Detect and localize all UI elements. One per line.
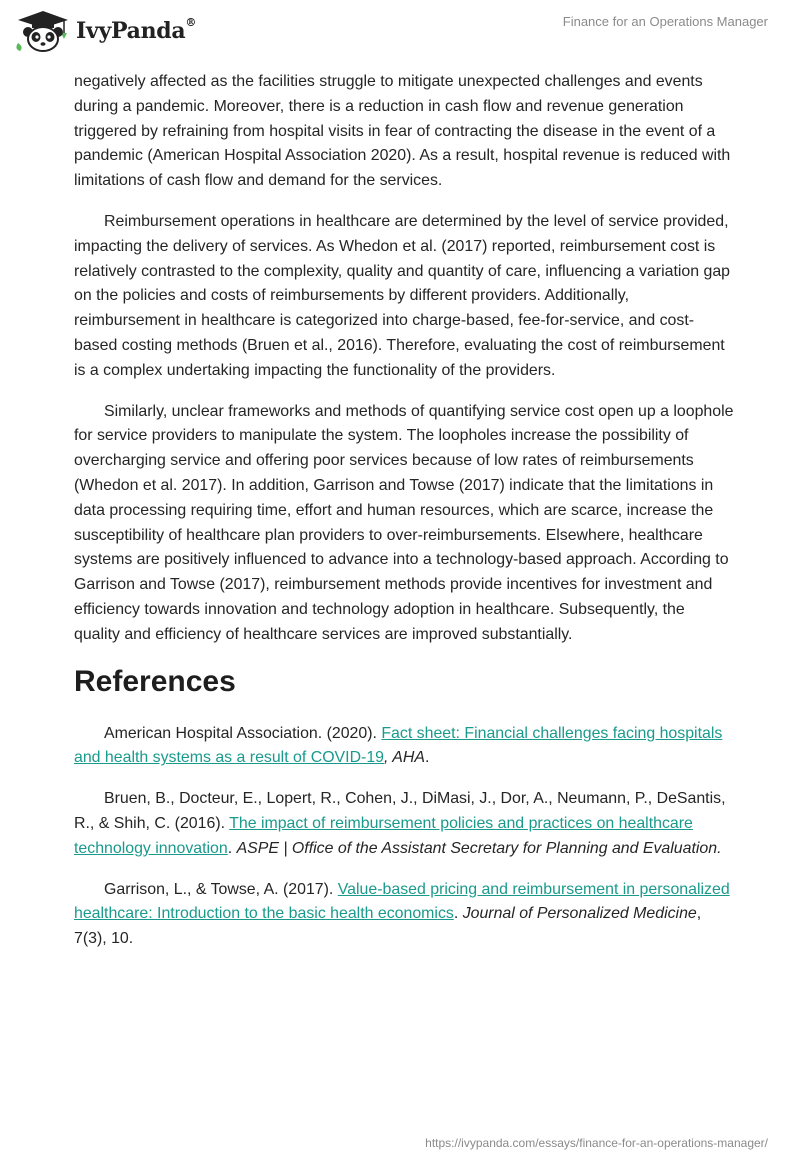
document-title: Finance for an Operations Manager	[562, 14, 768, 29]
reference-tail: .	[424, 749, 430, 767]
reference-authors: American Hospital Association. (2020).	[104, 724, 382, 742]
brand-name: IvyPanda®	[76, 15, 197, 44]
panda-graduate-icon	[14, 9, 72, 53]
reference-sep: .	[453, 905, 463, 923]
source-url[interactable]: https://ivypanda.com/essays/finance-for-an-operations-manager/	[425, 1136, 768, 1150]
essay-content	[74, 70, 734, 968]
reference-item	[74, 787, 734, 861]
references-heading: References	[74, 664, 236, 698]
reference-source: AHA	[392, 749, 425, 767]
reference-item	[74, 878, 734, 952]
page-header	[0, 0, 800, 64]
reference-source: ASPE | Office of the Assistant Secretary for Planning and Evaluation.	[236, 839, 722, 857]
reference-link[interactable]: Fact sheet: Financial challenges facing hospitals and health systems as a result of COVID-19	[74, 724, 723, 767]
reference-link[interactable]: The impact of reimbursement policies and practices on healthcare technology innovation	[74, 814, 693, 857]
paragraph: Reimbursement operations in healthcare are determined by the level of service provided, impacting the delivery of services. As Whedon et al. (2017) reported, reimbursement cost is relatively contrasted to the complexity, quality and quantity of care, influencing a variation gap on the policies and costs of reimbursements by different providers. Additionally, reimbursement in healthcare is categorized into charge-based, fee-for-service, and cost-based costing methods (Bruen et al., 2016). Therefore, evaluating the cost of reimbursement is a complex undertaking impacting the functionality of the providers.	[74, 212, 731, 379]
reference-tail: , 7(3), 10.	[74, 905, 702, 948]
reference-sep: ,	[384, 749, 393, 767]
reference-authors: Bruen, B., Docteur, E., Lopert, R., Cohen, J., DiMasi, J., Dor, A., Neumann, P., DeSantis, R., & Shih, C. (2016).	[74, 790, 726, 832]
reference-item	[74, 722, 734, 772]
paragraph: Similarly, unclear frameworks and methods of quantifying service cost open up a loophole for service providers to manipulate the system. The loopholes increase the possibility of overcharging service and offering poor services because of low rates of reimbursements (Whedon et al. 2017). In addition, Garrison and Towse (2017) indicate that the limitations in data processing requiring time, effort and human resources, which are scarce, increase the susceptibility of healthcare plan providers to over-reimbursements. Elsewhere, healthcare systems are positively influenced to advance into a technology-based approach. According to Garrison and Towse (2017), reimbursement methods provide incentives for investment and efficiency towards innovation and technology adoption in healthcare. Subsequently, the quality and efficiency of healthcare services are improved substantially.	[74, 402, 734, 643]
reference-sep: .	[227, 839, 237, 857]
reference-authors: Garrison, L., & Towse, A. (2017).	[104, 880, 338, 898]
reference-link[interactable]: Value-based pricing and reimbursement in personalized healthcare: Introduction to the basic health economics	[74, 880, 730, 923]
brand-logo[interactable]	[14, 9, 196, 53]
reference-source: Journal of Personalized Medicine	[462, 905, 697, 923]
paragraph: negatively affected as the facilities struggle to mitigate unexpected challenges and events during a pandemic. Moreover, there is a reduction in cash flow and revenue generation triggered by refraining from hospital visits in fear of contracting the disease in the event of a pandemic (American Hospital Association 2020). As a result, hospital revenue is reduced with limitations of cash flow and demand for the services.	[74, 73, 731, 190]
